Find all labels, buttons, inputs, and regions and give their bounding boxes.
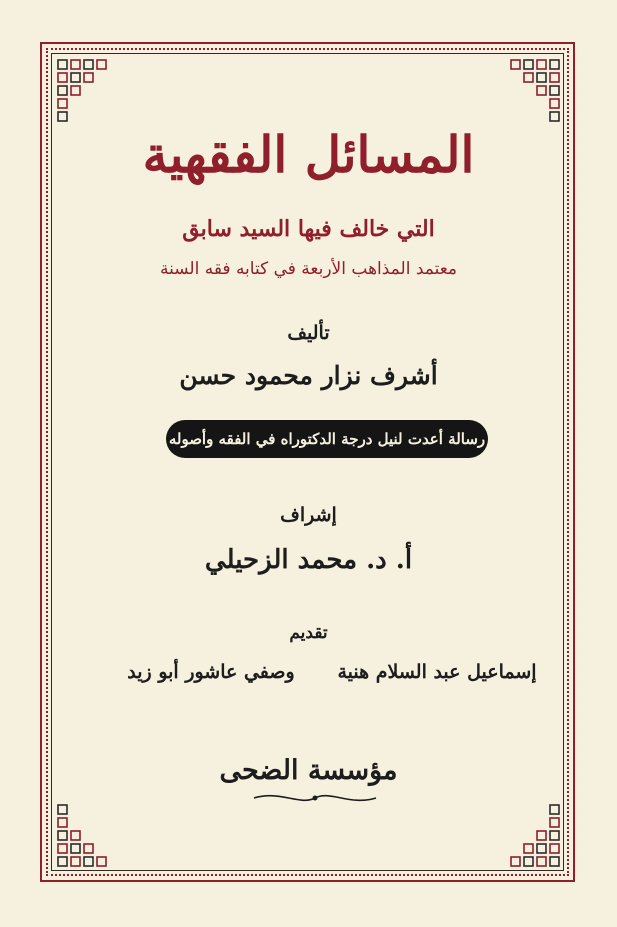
publisher-flourish-icon — [250, 788, 380, 808]
author-name: أشرف نزار محمود حسن — [179, 361, 438, 390]
corner-ornament-bottom-right — [509, 790, 569, 870]
thesis-banner: رسالة أعدت لنيل درجة الدكتوراه في الفقه وأصوله — [166, 420, 488, 458]
book-subtitle: التي خالف فيها السيد سابق — [182, 216, 435, 242]
corner-ornament-bottom-left — [56, 790, 116, 870]
supervisor-name: أ. د. محمد الزحيلي — [204, 545, 413, 575]
book-title: المسائل الفقهية — [142, 125, 475, 184]
book-subtitle-secondary: معتمد المذاهب الأربعة في كتابه فقه السنة — [159, 259, 458, 279]
author-label: تأليف — [287, 322, 330, 344]
publisher-name: مؤسسة الضحى — [219, 755, 398, 786]
introduction-label: تقديم — [289, 623, 328, 643]
supervision-label: إشراف — [280, 504, 337, 526]
presenter-name: وصفي عاشور أبو زيد — [127, 661, 295, 683]
presenter-name: إسماعيل عبد السلام هنية — [337, 661, 537, 683]
